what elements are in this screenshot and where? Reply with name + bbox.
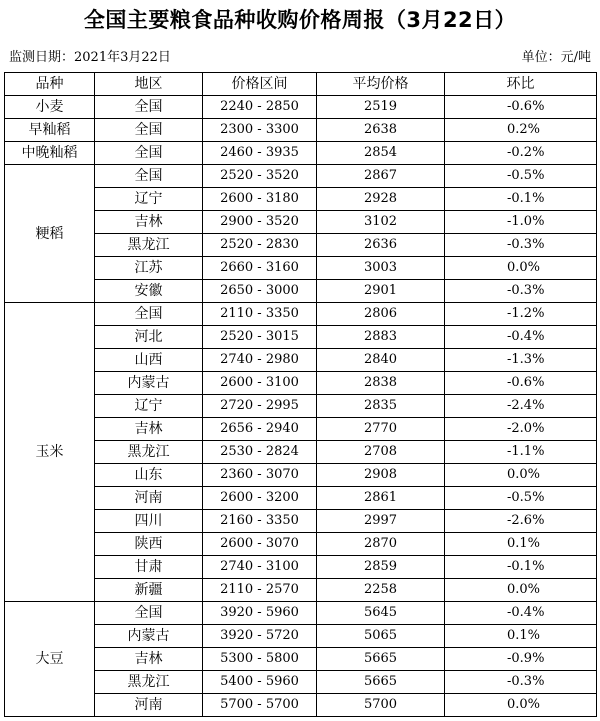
average-price-cell: 2867 — [317, 165, 445, 188]
region-cell: 河北 — [95, 326, 203, 349]
table-row — [5, 96, 597, 119]
price-range-cell: 2520 - 2830 — [203, 234, 317, 257]
change-cell: -0.1% — [445, 188, 597, 211]
price-range-cell: 2300 - 3300 — [203, 119, 317, 142]
price-range-cell: 2900 - 3520 — [203, 211, 317, 234]
price-range-cell: 5300 - 5800 — [203, 648, 317, 671]
region-cell: 吉林 — [95, 418, 203, 441]
change-cell: -2.4% — [445, 395, 597, 418]
header-region: 地区 — [95, 73, 203, 96]
price-range-cell: 2600 - 3180 — [203, 188, 317, 211]
change-cell: -0.4% — [445, 602, 597, 625]
average-price-cell: 2636 — [317, 234, 445, 257]
variety-cell: 早籼稻 — [5, 119, 95, 142]
region-cell: 全国 — [95, 165, 203, 188]
average-price-cell: 2258 — [317, 579, 445, 602]
price-range-cell: 3920 - 5960 — [203, 602, 317, 625]
price-range-cell: 2460 - 3935 — [203, 142, 317, 165]
region-cell: 山西 — [95, 349, 203, 372]
average-price-cell: 2908 — [317, 464, 445, 487]
header-price-range: 价格区间 — [203, 73, 317, 96]
region-cell: 黑龙江 — [95, 441, 203, 464]
price-range-cell: 2740 - 3100 — [203, 556, 317, 579]
price-range-cell: 2600 - 3200 — [203, 487, 317, 510]
region-cell: 内蒙古 — [95, 372, 203, 395]
region-cell: 河南 — [95, 694, 203, 717]
table-row — [5, 119, 597, 142]
change-cell: 0.0% — [445, 464, 597, 487]
average-price-cell: 3003 — [317, 257, 445, 280]
region-cell: 甘肃 — [95, 556, 203, 579]
region-cell: 全国 — [95, 602, 203, 625]
change-cell: 0.1% — [445, 625, 597, 648]
average-price-cell: 2840 — [317, 349, 445, 372]
region-cell: 辽宁 — [95, 395, 203, 418]
change-cell: -0.3% — [445, 280, 597, 303]
average-price-cell: 2883 — [317, 326, 445, 349]
price-range-cell: 2520 - 3520 — [203, 165, 317, 188]
header-change: 环比 — [445, 73, 597, 96]
average-price-cell: 2638 — [317, 119, 445, 142]
region-cell: 四川 — [95, 510, 203, 533]
change-cell: -0.4% — [445, 326, 597, 349]
change-cell: -0.6% — [445, 372, 597, 395]
region-cell: 全国 — [95, 119, 203, 142]
change-cell: -0.2% — [445, 142, 597, 165]
change-cell: -1.2% — [445, 303, 597, 326]
average-price-cell: 5065 — [317, 625, 445, 648]
variety-cell: 玉米 — [5, 303, 95, 602]
price-range-cell: 5700 - 5700 — [203, 694, 317, 717]
region-cell: 吉林 — [95, 648, 203, 671]
change-cell: -0.1% — [445, 556, 597, 579]
average-price-cell: 2835 — [317, 395, 445, 418]
average-price-cell: 5700 — [317, 694, 445, 717]
change-cell: -2.0% — [445, 418, 597, 441]
average-price-cell: 2861 — [317, 487, 445, 510]
header-variety: 品种 — [5, 73, 95, 96]
price-range-cell: 2530 - 2824 — [203, 441, 317, 464]
report-title: 全国主要粮食品种收购价格周报（3月22日） — [83, 8, 517, 32]
average-price-cell: 2859 — [317, 556, 445, 579]
average-price-cell: 2519 — [317, 96, 445, 119]
monitoring-date: 监测日期：2021年3月22日 — [9, 50, 171, 65]
price-range-cell: 2110 - 3350 — [203, 303, 317, 326]
average-price-cell: 2854 — [317, 142, 445, 165]
change-cell: 0.1% — [445, 533, 597, 556]
change-cell: -0.3% — [445, 671, 597, 694]
change-cell: -0.5% — [445, 487, 597, 510]
average-price-cell: 2901 — [317, 280, 445, 303]
change-cell: 0.0% — [445, 579, 597, 602]
price-range-cell: 2660 - 3160 — [203, 257, 317, 280]
unit-label: 单位：元/吨 — [521, 50, 591, 65]
region-cell: 全国 — [95, 96, 203, 119]
average-price-cell: 5665 — [317, 671, 445, 694]
price-range-cell: 2656 - 2940 — [203, 418, 317, 441]
change-cell: -0.9% — [445, 648, 597, 671]
region-cell: 黑龙江 — [95, 671, 203, 694]
variety-cell: 大豆 — [5, 602, 95, 717]
region-cell: 安徽 — [95, 280, 203, 303]
region-cell: 河南 — [95, 487, 203, 510]
price-range-cell: 2650 - 3000 — [203, 280, 317, 303]
average-price-cell: 2708 — [317, 441, 445, 464]
variety-cell: 中晚籼稻 — [5, 142, 95, 165]
price-range-cell: 2740 - 2980 — [203, 349, 317, 372]
price-range-cell: 3920 - 5720 — [203, 625, 317, 648]
region-cell: 江苏 — [95, 257, 203, 280]
variety-cell: 小麦 — [5, 96, 95, 119]
region-cell: 内蒙古 — [95, 625, 203, 648]
table-body — [5, 96, 597, 717]
table-row — [5, 165, 597, 188]
price-range-cell: 2600 - 3100 — [203, 372, 317, 395]
region-cell: 山东 — [95, 464, 203, 487]
table-row — [5, 602, 597, 625]
region-cell: 吉林 — [95, 211, 203, 234]
average-price-cell: 5645 — [317, 602, 445, 625]
change-cell: 0.0% — [445, 694, 597, 717]
average-price-cell: 2870 — [317, 533, 445, 556]
region-cell: 黑龙江 — [95, 234, 203, 257]
region-cell: 辽宁 — [95, 188, 203, 211]
average-price-cell: 2838 — [317, 372, 445, 395]
change-cell: -0.5% — [445, 165, 597, 188]
price-range-cell: 2520 - 3015 — [203, 326, 317, 349]
average-price-cell: 2928 — [317, 188, 445, 211]
change-cell: 0.2% — [445, 119, 597, 142]
price-range-cell: 2720 - 2995 — [203, 395, 317, 418]
change-cell: -1.0% — [445, 211, 597, 234]
table-row — [5, 142, 597, 165]
price-range-cell: 2600 - 3070 — [203, 533, 317, 556]
header-average-price: 平均价格 — [317, 73, 445, 96]
price-range-cell: 2160 - 3350 — [203, 510, 317, 533]
change-cell: -2.6% — [445, 510, 597, 533]
change-cell: -0.3% — [445, 234, 597, 257]
region-cell: 陕西 — [95, 533, 203, 556]
price-range-cell: 2110 - 2570 — [203, 579, 317, 602]
change-cell: -0.6% — [445, 96, 597, 119]
average-price-cell: 2770 — [317, 418, 445, 441]
average-price-cell: 3102 — [317, 211, 445, 234]
table-row — [5, 303, 597, 326]
change-cell: -1.3% — [445, 349, 597, 372]
average-price-cell: 5665 — [317, 648, 445, 671]
region-cell: 全国 — [95, 142, 203, 165]
price-table — [4, 72, 597, 717]
price-range-cell: 2360 - 3070 — [203, 464, 317, 487]
variety-cell: 粳稻 — [5, 165, 95, 303]
average-price-cell: 2997 — [317, 510, 445, 533]
table-header-row — [5, 73, 597, 96]
price-range-cell: 2240 - 2850 — [203, 96, 317, 119]
change-cell: -1.1% — [445, 441, 597, 464]
region-cell: 全国 — [95, 303, 203, 326]
price-range-cell: 5400 - 5960 — [203, 671, 317, 694]
region-cell: 新疆 — [95, 579, 203, 602]
average-price-cell: 2806 — [317, 303, 445, 326]
change-cell: 0.0% — [445, 257, 597, 280]
